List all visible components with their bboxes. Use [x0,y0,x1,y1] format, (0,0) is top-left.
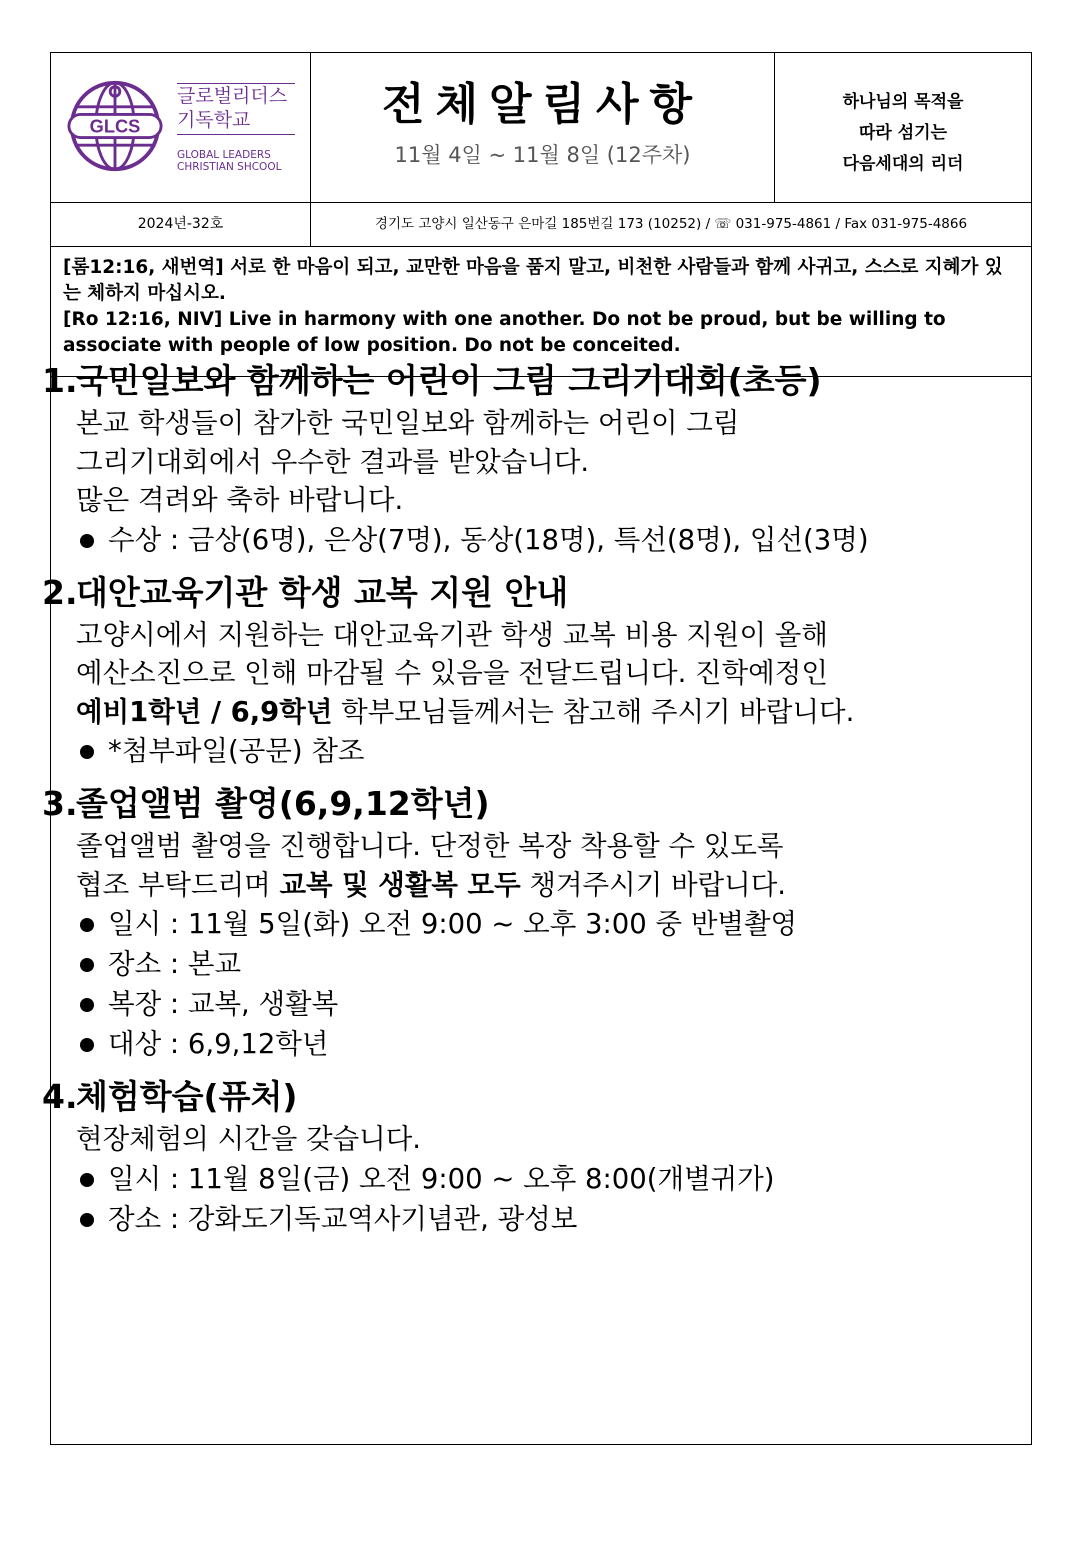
bullet-item [42,1199,972,1239]
section-title [42,783,972,825]
school-name-en [177,149,307,173]
section-body [76,1120,972,1159]
bullet-dot-icon [80,998,94,1012]
bullet-dot-icon [80,745,94,759]
announcement-item [42,360,972,560]
bullet-item [42,1159,972,1199]
school-address: 경기도 고양시 일산동구 은마길 185번길 173 (10252) / ☏ 031-975-4861 / Fax 031-975-4866 [374,216,968,232]
body-line: 그리기대회에서 우수한 결과를 받았습니다. [76,445,590,478]
motto-line2: 따라 섬기는 [858,123,948,143]
info-row [51,203,1031,247]
section-body [76,827,972,904]
motto-line1: 하나님의 목적을 [842,92,964,112]
section-title [42,572,972,614]
section-title-text: 대안교육기관 학생 교복 지원 안내 [76,572,569,612]
section-title-text: 체험학습(퓨처) [76,1077,298,1116]
section-number: 4. [42,1077,78,1116]
bullet-text: 대상 : 6,9,12학년 [108,1028,329,1060]
body-line: 현장체험의 시간을 갖습니다. [76,1123,422,1155]
body-line: 본교 학생들이 참가한 국민일보와 함께하는 어린이 그림 [76,407,740,439]
bullet-text: 수상 : 금상(6명), 은상(7명), 동상(18명), 특선(8명), 입선(3명) [108,523,869,556]
body-tail: 챙겨주시기 바랍니다. [520,868,786,901]
bullet-text: *첨부파일(공문) 참조 [108,735,365,767]
bible-verse [51,247,1031,377]
body-bold: 예비1학년 / 6,9학년 [76,695,333,728]
bullet-item [42,944,972,984]
bullet-item [42,1024,972,1064]
bullet-item [42,520,972,560]
section-number: 3. [42,784,78,823]
section-bullets [42,731,972,771]
body-bold: 교복 및 생활복 모두 [279,868,521,901]
week-subtitle: 11월 4일 ~ 11월 8일 (12주차) [394,143,691,167]
school-name-en-line1: GLOBAL LEADERS [177,149,271,161]
bullet-dot-icon [80,1038,94,1052]
bullet-item [42,904,972,944]
bullet-dot-icon [80,1213,94,1227]
header-row [51,53,1031,203]
bullet-text: 일시 : 11월 5일(화) 오전 9:00 ~ 오후 3:00 중 반별촬영 [108,908,798,940]
school-name-en-line2: CHRISTIAN SHCOOL [177,161,282,173]
section-bullets [42,1159,972,1239]
section-bullets [42,520,972,560]
motto-cell [775,53,1031,202]
section-body [76,404,972,520]
school-name-ko-line2: 기독학교 [177,109,251,131]
school-logo-icon [67,78,163,174]
bullet-dot-icon [80,534,94,548]
verse-korean: [롬12:16, 새번역] 서로 한 마음이 되고, 교만한 마음을 품지 말고, 비천한 사람들과 함께 사귀고, 스스로 지혜가 있는 체하지 마십시오. [63,257,1003,304]
body-tail: 학부모님들께서는 참고해 주시기 바랍니다. [332,695,855,728]
announcement-item [42,783,972,1064]
school-name-ko-line1: 글로벌리더스 [177,85,288,107]
bullet-dot-icon [80,1173,94,1187]
bullet-item [42,984,972,1024]
school-motto [775,87,1031,180]
section-title-text: 졸업앨범 촬영(6,9,12학년) [76,784,490,823]
section-title [42,1076,972,1118]
school-name-ko [177,81,297,135]
bullet-text: 일시 : 11월 8일(금) 오전 9:00 ~ 오후 8:00(개별귀가) [108,1162,775,1195]
body-line [76,693,972,732]
section-body [76,616,972,732]
section-title-text: 국민일보와 함께하는 어린이 그림 그리기대회(초등) [76,361,822,400]
issue-number: 2024년-32호 [51,203,311,246]
body-line: 많은 격려와 축하 바랍니다. [76,484,404,516]
announcement-item [42,572,972,772]
body-line: 예산소진으로 인해 마감될 수 있음을 전달드립니다. 진학예정인 [76,657,828,689]
bullet-dot-icon [80,958,94,972]
body-pre: 협조 부탁드리며 [76,868,280,901]
school-logo-cell [51,53,311,202]
announcement-list [42,360,972,1251]
body-line: 고양시에서 지원하는 대안교육기관 학생 교복 비용 지원이 올해 [76,618,828,651]
bullet-text: 장소 : 강화도기독교역사기념관, 광성보 [108,1202,578,1235]
section-number: 2. [42,572,78,612]
bullet-item [42,731,972,771]
verse-english: [Ro 12:16, NIV] Live in harmony with one another. Do not be proud, but be willing to associate with people of low position. Do not be conceited. [63,309,946,356]
section-bullets [42,904,972,1064]
page-title: 전체알림사항 [381,79,704,130]
bullet-text: 장소 : 본교 [108,948,242,980]
logo-text: GLCS [89,115,141,137]
body-line: 졸업앨범 촬영을 진행합니다. 단정한 복장 착용할 수 있도록 [76,830,784,862]
announcement-item [42,1076,972,1239]
body-line [76,866,972,905]
section-number: 1. [42,361,78,400]
motto-line3: 다음세대의 리더 [842,154,964,174]
section-title [42,360,972,402]
bullet-dot-icon [80,918,94,932]
title-cell [311,53,775,202]
bullet-text: 복장 : 교복, 생활복 [108,988,339,1020]
